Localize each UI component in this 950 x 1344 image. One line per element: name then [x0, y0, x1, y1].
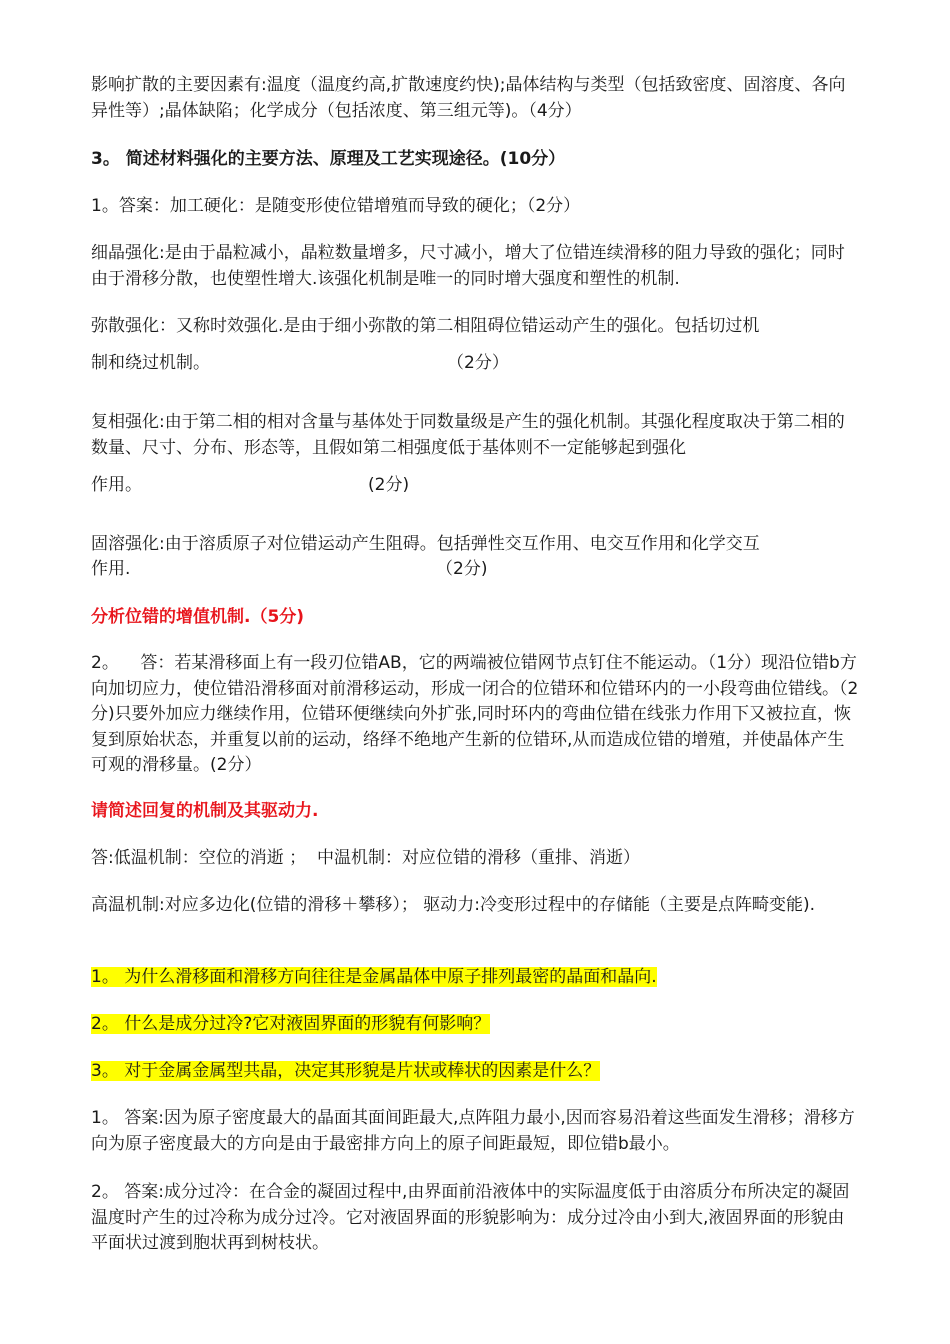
dislocation-multiplication-answer: 2。 答：若某滑移面上有一段刃位错AB，它的两端被位错网节点钉住不能运动。（1分）现沿位错b方向加切应力，使位错沿滑移面对前滑移运动，形成一闭合的位错环和位错环内的一小段弯曲位错线。（2分)只要外加应力继续作用，位错环便继续向外扩张,同时环内的弯曲位错在线张力作用下又被拉直，恢复到原始状态，并重复以前的运动，络绎不绝地产生新的位错环,从而造成位错的增殖，并使晶体产生可观的滑移量。(2分） [91, 653, 859, 775]
answer-2-paragraph: 2。 答案:成分过冷：在合金的凝固过程中,由界面前沿液体中的实际温度低于由溶质分布所决定的凝固温度时产生的过冷称为成分过冷。它对液固界面的形貌影响为：成分过冷由小到大,液固界面的形貌由平面状过渡到胞状再到树枝状。 [91, 1182, 850, 1253]
solid-solution-line1: 固溶强化:由于溶质原子对位错运动产生阻碍。包括弹性交互作用、电交互作用和化学交互 [91, 534, 760, 554]
question-3-title: 3。 简述材料强化的主要方法、原理及工艺实现途径。(10分） [91, 149, 566, 169]
question-2-text: 2。 什么是成分过冷?它对液固界面的形貌有何影响？ [91, 1014, 491, 1034]
dislocation-multiplication-title: 分析位错的增值机制.（5分) [91, 607, 305, 627]
fine-grain-strengthening-paragraph: 细晶强化:是由于晶粒减小，晶粒数量增多，尺寸减小，增大了位错连续滑移的阻力导致的强化；同时由于滑移分散，也使塑性增大.该强化机制是唯一的同时增大强度和塑性的机制. [91, 243, 845, 289]
dispersion-strengthening-line1: 弥散强化：又称时效强化.是由于细小弥散的第二相阻碍位错运动产生的强化。包括切过机 [91, 316, 760, 336]
multiphase-strengthening-paragraph: 复相强化:由于第二相的相对含量与基体处于同数量级是产生的强化机制。其强化程度取决于第二相的数量、尺寸、分布、形态等，且假如第二相强度低于基体则不一定能够起到强化 [91, 412, 845, 458]
recovery-answer-line2: 高温机制:对应多边化(位错的滑移＋攀移）； 驱动力:冷变形过程中的存储能（主要是点阵畸变能). [91, 895, 816, 915]
solid-solution-score: （2分) [436, 559, 488, 579]
highlighted-question-1 [91, 965, 861, 991]
solid-solution-end-text: 作用. [91, 559, 131, 579]
dispersion-score: （2分） [447, 353, 509, 373]
multiphase-strengthening-end-line [91, 473, 861, 499]
work-hardening-paragraph: 1。答案：加工硬化：是随变形使位错增殖而导致的硬化；（2分） [91, 196, 581, 216]
solid-solution-line2 [91, 557, 861, 583]
multiphase-end-text: 作用。 [91, 475, 142, 495]
recovery-answer-line1: 答:低温机制：空位的消逝 ； 中温机制：对应位错的滑移（重排、消逝） [91, 848, 640, 868]
dispersion-end-text: 制和绕过机制。 [91, 353, 210, 373]
question-1-text: 1。 为什么滑移面和滑移方向往往是金属晶体中原子排列最密的晶面和晶向. [91, 967, 657, 987]
multiphase-score: (2分) [368, 475, 410, 495]
highlighted-question-3 [91, 1059, 861, 1085]
question-3-text: 3。 对于金属金属型共晶，决定其形貌是片状或棒状的因素是什么？ [91, 1061, 601, 1081]
highlighted-question-2 [91, 1012, 861, 1038]
diffusion-factors-paragraph: 影响扩散的主要因素有:温度（温度约高,扩散速度约快);晶体结构与类型（包括致密度、固溶度、各向异性等）;晶体缺陷；化学成分（包括浓度、第三组元等)。（4分） [91, 75, 846, 121]
recovery-title: 请简述回复的机制及其驱动力. [91, 801, 319, 821]
answer-1-paragraph: 1。 答案:因为原子密度最大的晶面其面间距最大,点阵阻力最小,因而容易沿着这些面发生滑移；滑移方向为原子密度最大的方向是由于最密排方向上的原子间距最短，即位错b最小。 [91, 1108, 855, 1154]
dispersion-strengthening-line2 [91, 351, 861, 377]
